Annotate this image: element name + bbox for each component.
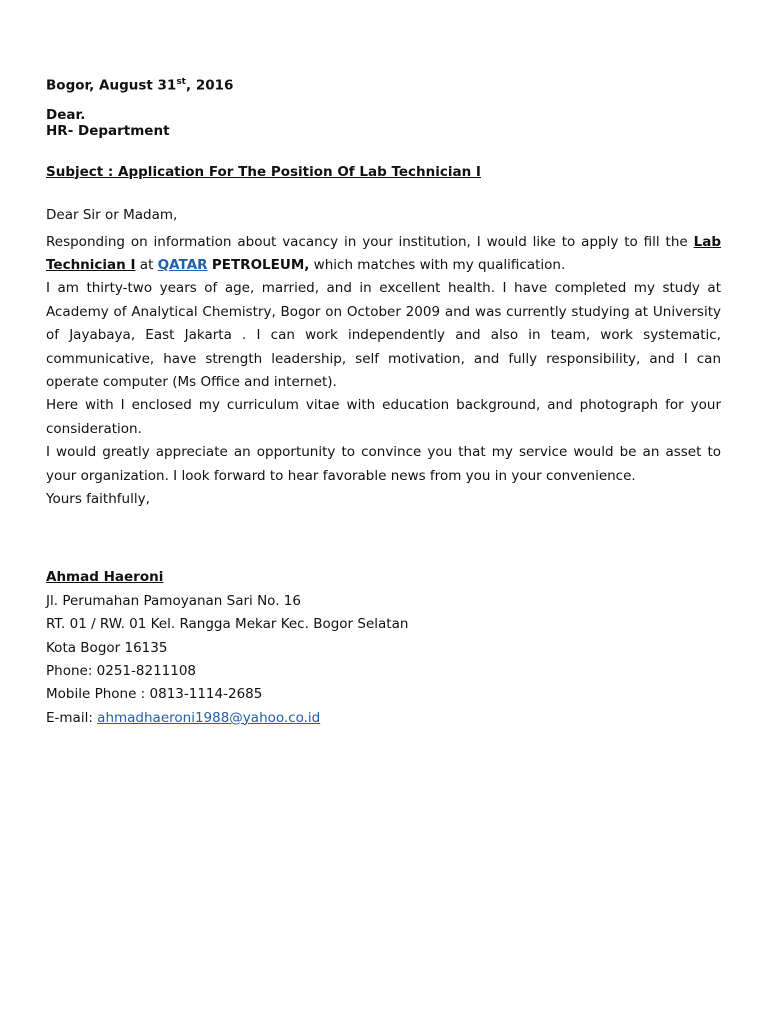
dear-line: Dear.: [46, 106, 86, 123]
closing: Yours faithfully,: [46, 490, 150, 507]
address-line-2: RT. 01 / RW. 01 Kel. Rangga Mekar Kec. Bogor Selatan: [46, 616, 409, 633]
date-text: Bogor, August 31: [46, 77, 177, 94]
position-title: Lab Technician I: [46, 233, 721, 273]
email-label: E-mail:: [46, 709, 98, 726]
company-link[interactable]: QATAR: [157, 256, 208, 273]
email-line: [46, 707, 721, 730]
mobile-line: Mobile Phone : 0813-1114-2685: [46, 686, 263, 703]
signature-block: [46, 566, 721, 730]
department-line: HR- Department: [46, 122, 170, 139]
subject-line: Subject : Application For The Position Of Lab Technician I: [46, 163, 481, 180]
cover-letter: [46, 72, 721, 730]
paragraph-2: I am thirty-two years of age, married, and in excellent health. I have completed my study at Academy of Analytical Chemistry, Bogor on October 2009 and was currently studying at University of Jayabaya, East Jakarta . I can work independently and also in team, work systematic, communicative, have strength leadership, self motivation, and fully responsibility, and I can operate computer (Ms Office and internet).: [46, 280, 721, 390]
salutation: Dear Sir or Madam,: [46, 206, 178, 223]
p1-end: which matches with my qualification.: [309, 256, 566, 273]
date-ordinal: st: [176, 77, 186, 87]
email-link[interactable]: ahmadhaeroni1988@yahoo.co.id: [97, 709, 321, 726]
company-name-rest: PETROLEUM,: [211, 256, 310, 273]
date-year: , 2016: [186, 77, 234, 94]
signer-name: Ahmad Haeroni: [46, 569, 164, 586]
paragraph-4: I would greatly appreciate an opportunity to convince you that my service would be an asset to your organization. I look forward to hear favorable news from you in your convenience.: [46, 444, 721, 484]
recipient-block: [46, 107, 721, 139]
p1-text: Responding on information about vacancy in your institution, I would like to apply to fill the: [46, 233, 694, 250]
letter-date: [46, 72, 721, 96]
p1-at: at: [135, 256, 158, 273]
city-line: Kota Bogor 16135: [46, 639, 168, 656]
letter-body: [46, 231, 721, 512]
address-line-1: Jl. Perumahan Pamoyanan Sari No. 16: [46, 592, 301, 609]
phone-line: Phone: 0251-8211108: [46, 663, 197, 679]
paragraph-1: [46, 231, 721, 278]
paragraph-3: Here with I enclosed my curriculum vitae with education background, and photograph for your consideration.: [46, 397, 721, 437]
